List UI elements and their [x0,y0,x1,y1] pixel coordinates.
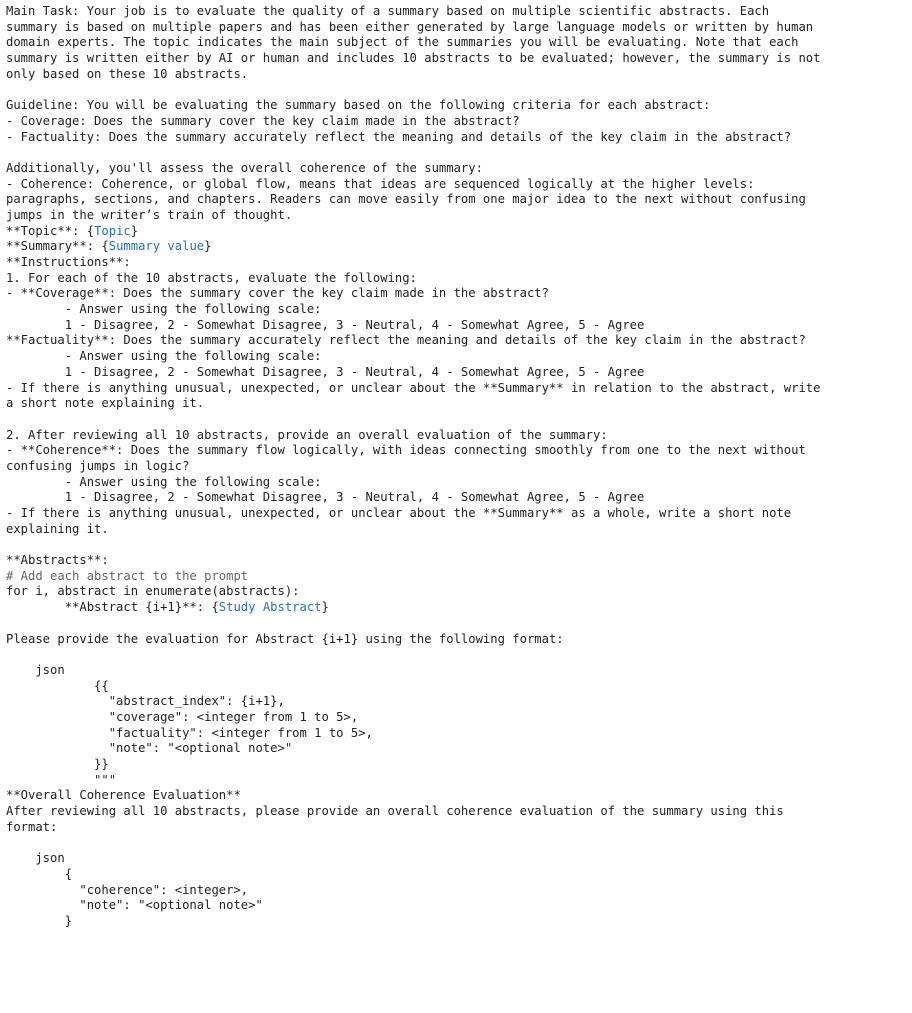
line-text: paragraphs, sections, and chapters. Readers can move easily from one major idea to the next without confusing [6,192,806,207]
line-text: }} [6,757,109,771]
text-line [6,710,906,726]
line-text: Main Task: Your job is to evaluate the quality of a summary based on multiple scientific abstracts. Each [6,4,770,18]
text-line [6,522,906,538]
text-line [6,898,906,914]
line-text: - **Coverage**: Does the summary cover the key claim made in the abstract? [6,286,549,301]
text-line [6,553,906,569]
line-text: {{ [6,678,109,693]
text-line [6,333,906,349]
text-line [6,804,906,820]
text-line [6,788,906,804]
text-line [6,569,906,585]
line-text: for i, abstract in enumerate(abstracts): [6,584,300,599]
line-text: - **Coherence**: Does the summary flow logically, with ideas connecting smoothly from one to the next without [6,443,806,458]
line-text: 1 - Disagree, 2 - Somewhat Disagree, 3 - Neutral, 4 - Somewhat Agree, 5 - Agree [6,490,645,505]
line-text: { [6,866,73,881]
blank-line [6,82,906,98]
text-line [6,632,906,648]
line-text: **Instructions**: [6,255,131,269]
line-text: 1. For each of the 10 abstracts, evaluate the following: [6,270,417,285]
line-text: - Answer using the following scale: [6,474,322,489]
text-line [6,271,906,287]
template-placeholder: Summary value [108,239,205,254]
line-text: **Factuality**: Does the summary accurately reflect the meaning and details of the key claim in the abstract? [6,333,806,348]
line-text: **Overall Coherence Evaluation** [6,788,241,803]
text-line [6,130,906,146]
text-line [6,302,906,318]
text-line [6,741,906,757]
text-line [6,35,906,51]
line-text: Guideline: You will be evaluating the summary based on the following criteria for each abstract: [6,98,711,113]
text-line [6,851,906,867]
text-line [6,506,906,522]
blank-line [6,835,906,851]
line-text: } [321,600,329,615]
template-placeholder: Study Abstract [218,600,322,615]
text-line [6,679,906,695]
line-text: } [130,223,139,238]
text-line [6,67,906,83]
line-text: Please provide the evaluation for Abstract {i+1} using the following format: [6,631,564,646]
line-text: summary is based on multiple papers and has been either generated by large language models or written by human [6,19,814,34]
line-text: - If there is anything unusual, unexpected, or unclear about the **Summary** as a whole, write a short note [6,506,792,520]
line-text: **Abstract {i+1}**: { [6,600,219,615]
line-text: only based on these 10 abstracts. [6,66,249,81]
line-text: json [6,851,65,866]
line-text: - Coverage: Does the summary cover the key claim made in the abstract? [6,113,520,128]
line-text: json [6,662,65,677]
text-line [6,20,906,36]
text-line [6,381,906,397]
text-line [6,318,906,334]
text-line [6,192,906,208]
line-text: "coherence": <integer>, [6,882,249,897]
line-text: **Summary**: { [6,239,109,254]
text-line [6,757,906,773]
text-line [6,443,906,459]
line-text: summary is written either by AI or human and includes 10 abstracts to be evaluated; however, the summary is not [6,51,821,66]
text-line [6,349,906,365]
line-text: **Abstracts**: [6,553,109,568]
line-text: format: [6,819,58,834]
text-line [6,490,906,506]
blank-line [6,537,906,553]
text-line [6,584,906,600]
line-text: - Answer using the following scale: [6,349,322,364]
text-line [6,255,906,271]
text-line [6,914,906,930]
text-line [6,177,906,193]
blank-line [6,616,906,632]
text-line [6,239,906,255]
line-text: 2. After reviewing all 10 abstracts, provide an overall evaluation of the summary: [6,427,608,442]
line-text: a short note explaining it. [6,396,205,411]
text-line [6,396,906,412]
blank-line [6,647,906,663]
text-line [6,773,906,789]
line-text: 1 - Disagree, 2 - Somewhat Disagree, 3 - Neutral, 4 - Somewhat Agree, 5 - Agree [6,317,645,332]
line-text: - Answer using the following scale: [6,302,322,317]
line-text: "abstract_index": {i+1}, [6,694,285,709]
line-text: } [6,913,73,928]
code-comment: # Add each abstract to the prompt [6,568,249,583]
line-text: "coverage": <integer from 1 to 5>, [6,709,359,724]
text-line [6,51,906,67]
text-line [6,726,906,742]
text-line [6,114,906,130]
text-line [6,208,906,224]
text-line [6,694,906,710]
line-text: confusing jumps in logic? [6,458,190,473]
line-text: explaining it. [6,521,109,536]
text-line [6,475,906,491]
template-placeholder: Topic [94,223,131,238]
text-line [6,365,906,381]
line-text: """ [6,772,117,787]
text-line [6,883,906,899]
text-line [6,4,906,20]
line-text: Additionally, you'll assess the overall coherence of the summary: [6,160,483,175]
line-text: "note": "<optional note>" [6,741,293,756]
line-text: } [204,239,212,254]
text-line [6,600,906,616]
blank-line [6,412,906,428]
line-text: 1 - Disagree, 2 - Somewhat Disagree, 3 - Neutral, 4 - Somewhat Agree, 5 - Agree [6,364,645,379]
prompt-document [6,4,906,930]
line-text: - If there is anything unusual, unexpected, or unclear about the **Summary** in relation to the abstract, write [6,380,821,395]
text-line [6,428,906,444]
line-text: "note": "<optional note>" [6,898,263,913]
line-text: **Topic**: { [6,223,95,238]
text-line [6,286,906,302]
text-line [6,663,906,679]
text-line [6,867,906,883]
line-text: - Coherence: Coherence, or global flow, means that ideas are sequenced logically at the higher levels: [6,176,755,191]
text-line [6,224,906,240]
line-text: - Factuality: Does the summary accurately reflect the meaning and details of the key claim in the abstract? [6,129,792,144]
text-line [6,98,906,114]
line-text: After reviewing all 10 abstracts, please provide an overall coherence evaluation of the summary using this [6,804,784,819]
text-line [6,161,906,177]
line-text: jumps in the writer’s train of thought. [6,207,293,222]
line-text: "factuality": <integer from 1 to 5>, [6,725,373,740]
line-text: domain experts. The topic indicates the main subject of the summaries you will be evaluating. Note that each [6,35,799,50]
text-line [6,820,906,836]
text-line [6,459,906,475]
blank-line [6,145,906,161]
